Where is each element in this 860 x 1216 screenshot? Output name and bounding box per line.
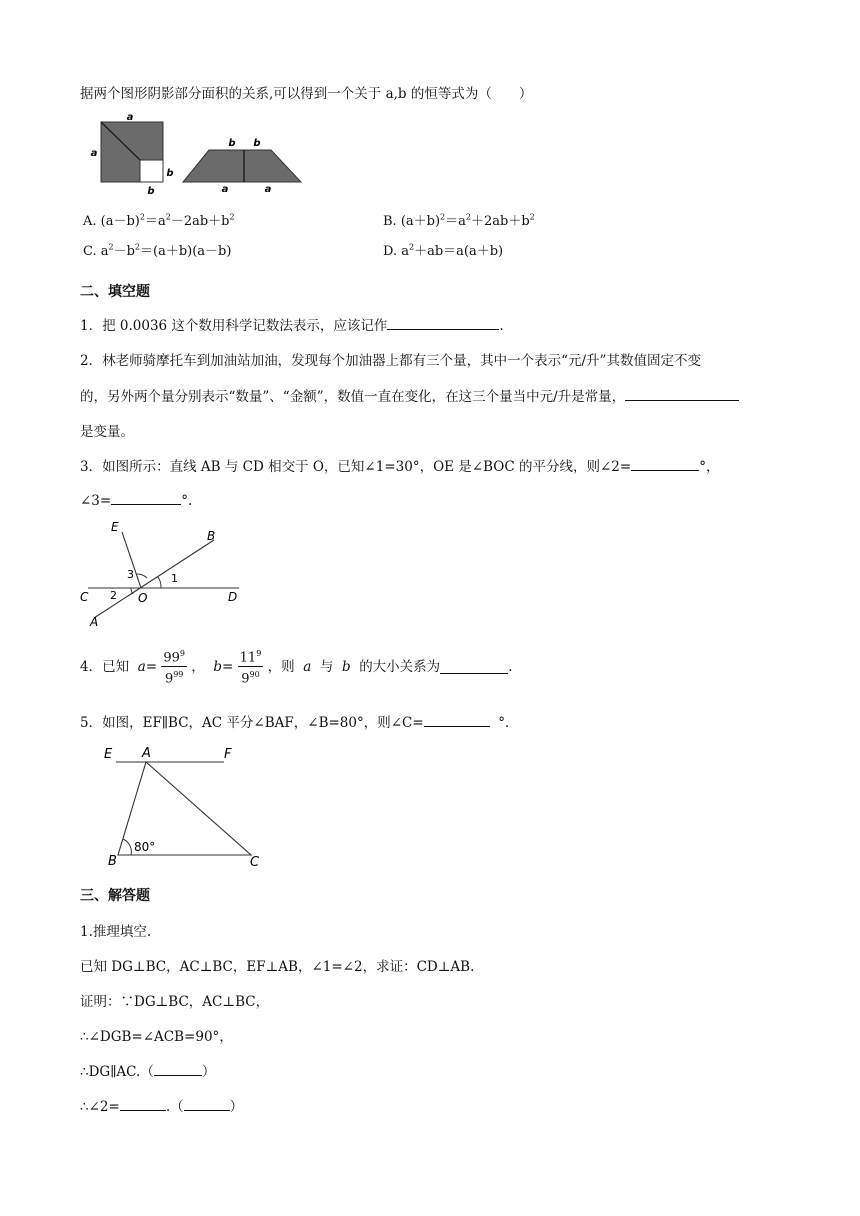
- label-a-left: a: [90, 148, 98, 159]
- question-3-line-1: 3．如图所示：直线 AB 与 CD 相交于 O，已知∠1=30°，OE 是∠BOC 的平分线，则∠2= °，: [80, 455, 719, 475]
- answer-blank-q5[interactable]: [424, 712, 490, 727]
- proof-line-3: 证明：∵DG⊥BC，AC⊥BC，: [80, 994, 270, 1010]
- point-e: E: [111, 520, 119, 534]
- label-a-bot1: a: [221, 184, 229, 195]
- section-heading-solve: 三、解答题: [80, 888, 150, 904]
- label-b-top2: b: [253, 138, 261, 149]
- question-3-line-2: ∠3= °.: [80, 490, 192, 509]
- intro-line: 据两个图形阴影部分面积的关系,可以得到一个关于 a,b 的恒等式为（ ）: [80, 86, 533, 102]
- choice-a[interactable]: A. $(a-b)^2=a^2-2ab+b^2$: [83, 212, 235, 229]
- point-o: O: [138, 591, 148, 605]
- fraction-a: $\frac{99^9}{9^{99}}$: [161, 646, 187, 688]
- angle-label-3: 3: [127, 568, 134, 581]
- angle-label-80: 80°: [134, 840, 156, 854]
- label-a-bot2: a: [264, 184, 272, 195]
- label-b-right: b: [166, 168, 174, 179]
- section-heading-fill-in: 二、填空题: [80, 284, 150, 300]
- point-f5: F: [224, 747, 232, 762]
- question-2-line-2: 的，另外两个量分别表示“数量”、“金额”，数值一直在变化，在这三个量当中元/升是常量，: [80, 385, 739, 405]
- question-1: 1．把 0.0036 这个数用科学记数法表示，应该记作 .: [80, 314, 504, 334]
- answer-blank-reason-1[interactable]: [154, 1061, 202, 1076]
- choice-c[interactable]: C. $a^2-b^2=(a+b)(a-b)$: [83, 242, 232, 259]
- point-e5: E: [104, 747, 113, 762]
- figure-intersecting-lines: [74, 518, 254, 630]
- trapezoid-figure: [183, 138, 301, 195]
- figure-triangle: [96, 740, 276, 870]
- point-a: A: [90, 615, 99, 629]
- label-b-bottom: b: [147, 186, 155, 197]
- question-4: 4．已知 a= $\frac{99^9}{9^{99}}$ ， b= $\frac{11^9}{9^{90}}$ ，则 a 与 b 的大小关系为 .: [80, 646, 512, 688]
- fraction-b: $\frac{11^9}{9^{90}}$: [238, 646, 264, 688]
- choice-d[interactable]: D. $a^2+ab=a(a+b)$: [383, 242, 504, 259]
- angle-label-1: 1: [171, 572, 178, 585]
- angle-label-2: 2: [110, 589, 117, 602]
- square-figure: [91, 112, 174, 197]
- point-c5: C: [250, 855, 260, 870]
- label-b-top1: b: [228, 138, 236, 149]
- proof-line-6: ∴∠2= .（ ）: [80, 1095, 243, 1115]
- point-b5: B: [108, 854, 117, 869]
- answer-blank-q1[interactable]: [387, 315, 499, 330]
- figure-area-identity: [88, 112, 308, 202]
- proof-line-4: ∴∠DGB=∠ACB=90°，: [80, 1029, 233, 1045]
- answer-blank-reason-2[interactable]: [184, 1096, 230, 1111]
- proof-line-5: ∴DG∥AC.（ ）: [80, 1060, 215, 1080]
- point-b: B: [207, 529, 216, 543]
- label-a-top: a: [126, 112, 134, 123]
- answer-blank-q2[interactable]: [625, 386, 739, 401]
- answer-blank-angle2[interactable]: [120, 1096, 166, 1111]
- choice-b[interactable]: B. $(a+b)^2=a^2+2ab+b^2$: [383, 212, 535, 229]
- answer-blank-q4[interactable]: [440, 659, 508, 674]
- question-2-line-3: 是变量。: [80, 424, 134, 440]
- question-2-line-1: 2．林老师骑摩托车到加油站加油，发现每个加油器上都有三个量，其中一个表示“元/升”其数值固定不变: [80, 353, 701, 369]
- answer-blank-q3-angle3[interactable]: [111, 490, 181, 505]
- proof-line-1: 1.推理填空.: [80, 924, 152, 940]
- point-a5: A: [142, 746, 151, 761]
- question-5: 5．如图，EF∥BC，AC 平分∠BAF，∠B=80°，则∠C= °．: [80, 711, 519, 731]
- proof-line-2: 已知 DG⊥BC，AC⊥BC，EF⊥AB，∠1=∠2，求证：CD⊥AB.: [80, 959, 475, 975]
- answer-blank-q3-angle2[interactable]: [631, 456, 699, 471]
- point-c: C: [80, 590, 89, 604]
- point-d: D: [228, 590, 238, 604]
